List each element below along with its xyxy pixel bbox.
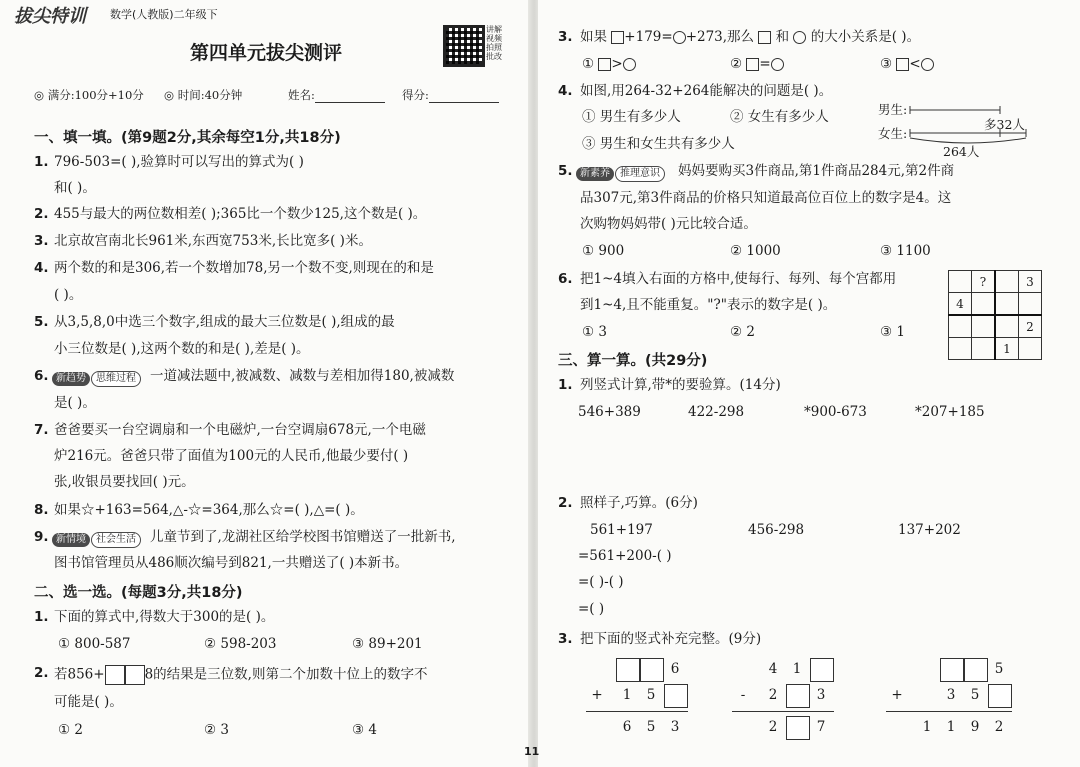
r-q3-text: [580, 29, 920, 45]
q3-text: 北京故宫南北长961米,东西宽753米,长比宽多( )米。: [54, 233, 372, 249]
grid-cell[interactable]: [972, 293, 996, 316]
q9-tag-context: 新情境: [52, 533, 90, 547]
vertical-calc-3: [876, 658, 1016, 738]
digit: 3: [946, 687, 956, 703]
vertical-calc-2: [728, 658, 838, 738]
q5-line1: 从3,5,8,0中选三个数字,组成的最大三位数是( ),组成的最: [54, 314, 395, 330]
grid-cell[interactable]: [972, 338, 996, 360]
s2q1-option-1[interactable]: ① 800-587: [58, 636, 131, 652]
r-q3-mid1: +179=: [624, 29, 673, 45]
r-q5-option-2[interactable]: ② 1000: [730, 243, 781, 259]
r-q6-line2: 到1~4,且不能重复。"?"表示的数字是( )。: [580, 297, 837, 313]
s3q1-item-4: *207+185: [915, 404, 985, 420]
r-q3-mid2: +273,那么: [685, 29, 755, 45]
digit: 2: [768, 719, 778, 735]
q2-text: 455与最大的两位数相差( );365比一个数少125,这个数是( )。: [54, 206, 427, 222]
r-q4-number: 4.: [558, 83, 573, 99]
q2-number: 2.: [34, 206, 49, 222]
r-q3-option-2[interactable]: [730, 56, 784, 72]
s2q1-number: 1.: [34, 609, 49, 625]
option-relation: <: [909, 56, 921, 72]
grid-cell[interactable]: [995, 315, 1019, 338]
full-score: ◎ 满分:100分+10分: [34, 88, 144, 102]
digit: 2: [768, 687, 778, 703]
r-q3-and: 和: [775, 29, 790, 45]
grid-cell[interactable]: ?: [972, 271, 996, 293]
option-marker: ②: [730, 56, 743, 72]
s3q2-step-2: =( )-( ): [578, 574, 624, 590]
digit: 5: [646, 687, 656, 703]
left-page: [0, 0, 530, 767]
r-q3-post: 的大小关系是( )。: [810, 29, 921, 45]
option-marker: ①: [582, 56, 595, 72]
s2q2-option-1[interactable]: ① 2: [58, 722, 83, 738]
s3q1-text: 列竖式计算,带*的要验算。(14分): [580, 377, 781, 393]
q8-number: 8.: [34, 502, 49, 518]
r-q4-text: 如图,用264-32+264能解决的问题是( )。: [580, 83, 833, 99]
square-symbol: [611, 31, 624, 44]
grid-cell[interactable]: 1: [995, 338, 1019, 360]
grid-cell[interactable]: [995, 293, 1019, 316]
digit: 5: [646, 719, 656, 735]
s3q3-number: 3.: [558, 631, 573, 647]
s2q2-blank-1[interactable]: [105, 665, 125, 685]
blank-box[interactable]: [964, 658, 988, 682]
q6-line2: 是( )。: [54, 395, 96, 411]
time-text: 时间:40分钟: [177, 88, 243, 102]
r-q6-number: 6.: [558, 271, 573, 287]
blank-box[interactable]: [786, 684, 810, 708]
grid-cell[interactable]: 4: [949, 293, 972, 316]
s3q2-step-1: =561+200-( ): [578, 548, 672, 564]
s3q2-step-3: =( ): [578, 601, 605, 617]
s2q1-text: 下面的算式中,得数大于300的是( )。: [54, 609, 275, 625]
q1-line1: 796-503=( ),验算时可以写出的算式为( ): [54, 154, 304, 170]
q1-line2: 和( )。: [54, 180, 96, 196]
r-q4-option-1[interactable]: ① 男生有多少人: [582, 109, 681, 125]
section-1-heading: 一、填一填。(第9题2分,其余每空1分,共18分): [34, 130, 341, 146]
r-q6-line1: 把1~4填入右面的方格中,使每行、每列、每个宫都用: [580, 271, 897, 287]
digit: 3: [816, 687, 826, 703]
s3q1-item-2: 422-298: [688, 404, 745, 420]
digit: 1: [922, 719, 932, 735]
blank-box[interactable]: [786, 716, 810, 740]
s3q3-text: 把下面的竖式补充完整。(9分): [580, 631, 762, 647]
operator-sign: +: [891, 687, 903, 703]
s3q2-item-1: 561+197: [590, 522, 653, 538]
blank-box[interactable]: [616, 658, 640, 682]
time-limit: ◎ 时间:40分钟: [164, 88, 243, 102]
score-label: 得分:: [402, 88, 429, 102]
q1-number: 1.: [34, 154, 49, 170]
q7-number: 7.: [34, 422, 49, 438]
r-q5-tag-literacy: 新素养: [576, 167, 614, 181]
r-q3-pre: 如果: [580, 29, 607, 45]
grid-cell[interactable]: [949, 315, 972, 338]
q9-tag-social: 社会生活: [91, 532, 141, 548]
s2q2-prefix: 若856+: [54, 666, 105, 683]
s2q2-suffix: 8的结果是三位数,则第二个加数十位上的数字不: [144, 666, 428, 683]
q5-number: 5.: [34, 314, 49, 330]
r-q5-line2: 品307元,第3件商品的价格只知道最高位百位上的数字是4。这: [580, 190, 952, 206]
name-label: 姓名:: [288, 88, 315, 102]
digit: 5: [994, 661, 1004, 677]
grid-cell[interactable]: [995, 271, 1019, 293]
digit: 1: [622, 687, 632, 703]
operator-sign: +: [591, 687, 603, 703]
diagram-girls-label: 女生:: [878, 126, 908, 141]
r-q5-tag-reasoning: 推理意识: [615, 166, 665, 182]
diagram-boys-label: 男生:: [878, 102, 908, 117]
subject-label: 数学(人教版)二年级下: [110, 8, 218, 21]
r-q5-option-1[interactable]: ① 900: [582, 243, 625, 259]
qr-code-icon: [443, 25, 485, 67]
digit: 6: [670, 661, 680, 677]
grid-cell[interactable]: 2: [1019, 315, 1042, 338]
s2q2-blank-2[interactable]: [125, 665, 145, 685]
grid-cell[interactable]: [949, 338, 972, 360]
sudoku-grid: [948, 270, 1042, 360]
blank-box[interactable]: [988, 684, 1012, 708]
s2q2-line2: 可能是( )。: [54, 694, 123, 710]
blank-box[interactable]: [940, 658, 964, 682]
option-relation: >: [611, 56, 623, 72]
circle-symbol: [793, 31, 806, 44]
q6-line1: 一道减法题中,被减数、减数与差相加得180,被减数: [150, 368, 455, 384]
digit: 9: [970, 719, 980, 735]
q6-tag-thinking: 思维过程: [91, 371, 141, 387]
s3q1-number: 1.: [558, 377, 573, 393]
digit: 5: [970, 687, 980, 703]
q6-number: 6.: [34, 368, 49, 384]
s3q1-item-3: *900-673: [804, 404, 867, 420]
q4-line2: ( )。: [54, 287, 83, 303]
score-field[interactable]: [402, 87, 499, 103]
digit: 7: [816, 719, 826, 735]
option-marker: ③: [880, 56, 893, 72]
sum-line: [886, 711, 1012, 712]
r-q3-number: 3.: [558, 29, 573, 45]
r-q3-option-1[interactable]: [582, 56, 636, 72]
page-number: 11: [524, 745, 540, 758]
r-q6-option-1[interactable]: ① 3: [582, 324, 607, 340]
grid-cell[interactable]: 3: [1019, 271, 1042, 293]
q9-tags: [52, 529, 141, 548]
s3q2-item-3: 137+202: [898, 522, 961, 538]
q4-line1: 两个数的和是306,若一个数增加78,另一个数不变,则现在的和是: [54, 260, 434, 276]
vertical-calc-1: [582, 658, 692, 738]
q5-line2: 小三位数是( ),这两个数的和是( ),差是( )。: [54, 341, 310, 357]
digit: 4: [768, 661, 778, 677]
r-q5-number: 5.: [558, 163, 573, 179]
r-q3-option-3[interactable]: [880, 56, 934, 72]
brand-logo: 拔尖特训: [14, 6, 86, 27]
q3-number: 3.: [34, 233, 49, 249]
digit: 2: [994, 719, 1004, 735]
sum-line: [586, 711, 688, 712]
r-q5-line1: 妈妈要购买3件商品,第1件商品284元,第2件商: [678, 163, 955, 179]
name-field[interactable]: [288, 87, 385, 103]
q9-line2: 图书馆管理员从486顺次编号到821,一共赠送了( )本新书。: [54, 555, 409, 571]
right-page: [524, 0, 1080, 767]
digit: 1: [792, 661, 802, 677]
operator-sign: -: [740, 687, 746, 703]
r-q6-option-2[interactable]: ② 2: [730, 324, 755, 340]
grid-cell[interactable]: [949, 271, 972, 293]
option-relation: =: [759, 56, 771, 72]
q7-line2: 炉216元。爸爸只带了面值为100元的人民币,他最少要付( ): [54, 448, 409, 464]
s3q2-item-2: 456-298: [748, 522, 805, 538]
s2q2-line1: [54, 665, 427, 685]
blank-box[interactable]: [810, 658, 834, 682]
q7-line1: 爸爸要买一台空调扇和一个电磁炉,一台空调扇678元,一个电磁: [54, 422, 426, 438]
r-q5-option-3[interactable]: ③ 1100: [880, 243, 931, 259]
blank-box[interactable]: [640, 658, 664, 682]
s3q2-number: 2.: [558, 495, 573, 511]
circle-symbol: [673, 31, 686, 44]
section-2-heading: 二、选一选。(每题3分,共18分): [34, 585, 243, 601]
r-q4-option-2[interactable]: ② 女生有多少人: [730, 109, 829, 125]
s3q1-item-1: 546+389: [578, 404, 641, 420]
q4-number: 4.: [34, 260, 49, 276]
section-3-heading: 三、算一算。(共29分): [558, 353, 708, 369]
digit: 3: [670, 719, 680, 735]
q6-tag-trend: 新趋势: [52, 372, 90, 386]
s2q1-option-2[interactable]: ② 598-203: [204, 636, 277, 652]
s2q1-option-3[interactable]: ③ 89+201: [352, 636, 423, 652]
page-title: 第四单元拔尖测评: [190, 42, 343, 64]
grid-cell[interactable]: [1019, 338, 1042, 360]
diagram-total-label: 264人: [943, 144, 980, 159]
r-q4-option-3[interactable]: ③ 男生和女生共有多少人: [582, 136, 735, 152]
q9-line1: 儿童节到了,龙湖社区给学校图书馆赠送了一批新书,: [150, 529, 456, 545]
r-q6-option-3[interactable]: ③ 1: [880, 324, 905, 340]
sum-line: [732, 711, 834, 712]
q6-tags: [52, 368, 141, 387]
blank-box[interactable]: [664, 684, 688, 708]
q8-text: 如果☆+163=564,△-☆=364,那么☆=( ),△=( )。: [54, 502, 364, 518]
s2q2-number: 2.: [34, 665, 49, 681]
r-q5-tags: [576, 163, 665, 182]
qr-caption: 讲解视频 拍照批改: [486, 25, 502, 61]
diagram-more-label: 多32人: [984, 117, 1025, 132]
s2q2-option-3[interactable]: ③ 4: [352, 722, 377, 738]
s3q2-text: 照样子,巧算。(6分): [580, 495, 698, 511]
full-score-text: 满分:100分+10分: [47, 88, 144, 102]
digit: 6: [622, 719, 632, 735]
grid-cell[interactable]: [972, 315, 996, 338]
r-q5-line3: 次购物妈妈带( )元比较合适。: [580, 216, 757, 232]
s2q2-option-2[interactable]: ② 3: [204, 722, 229, 738]
q7-line3: 张,收银员要找回( )元。: [54, 474, 195, 490]
grid-cell[interactable]: [1019, 293, 1042, 316]
square-symbol: [758, 31, 771, 44]
q9-number: 9.: [34, 529, 49, 545]
digit: 1: [946, 719, 956, 735]
